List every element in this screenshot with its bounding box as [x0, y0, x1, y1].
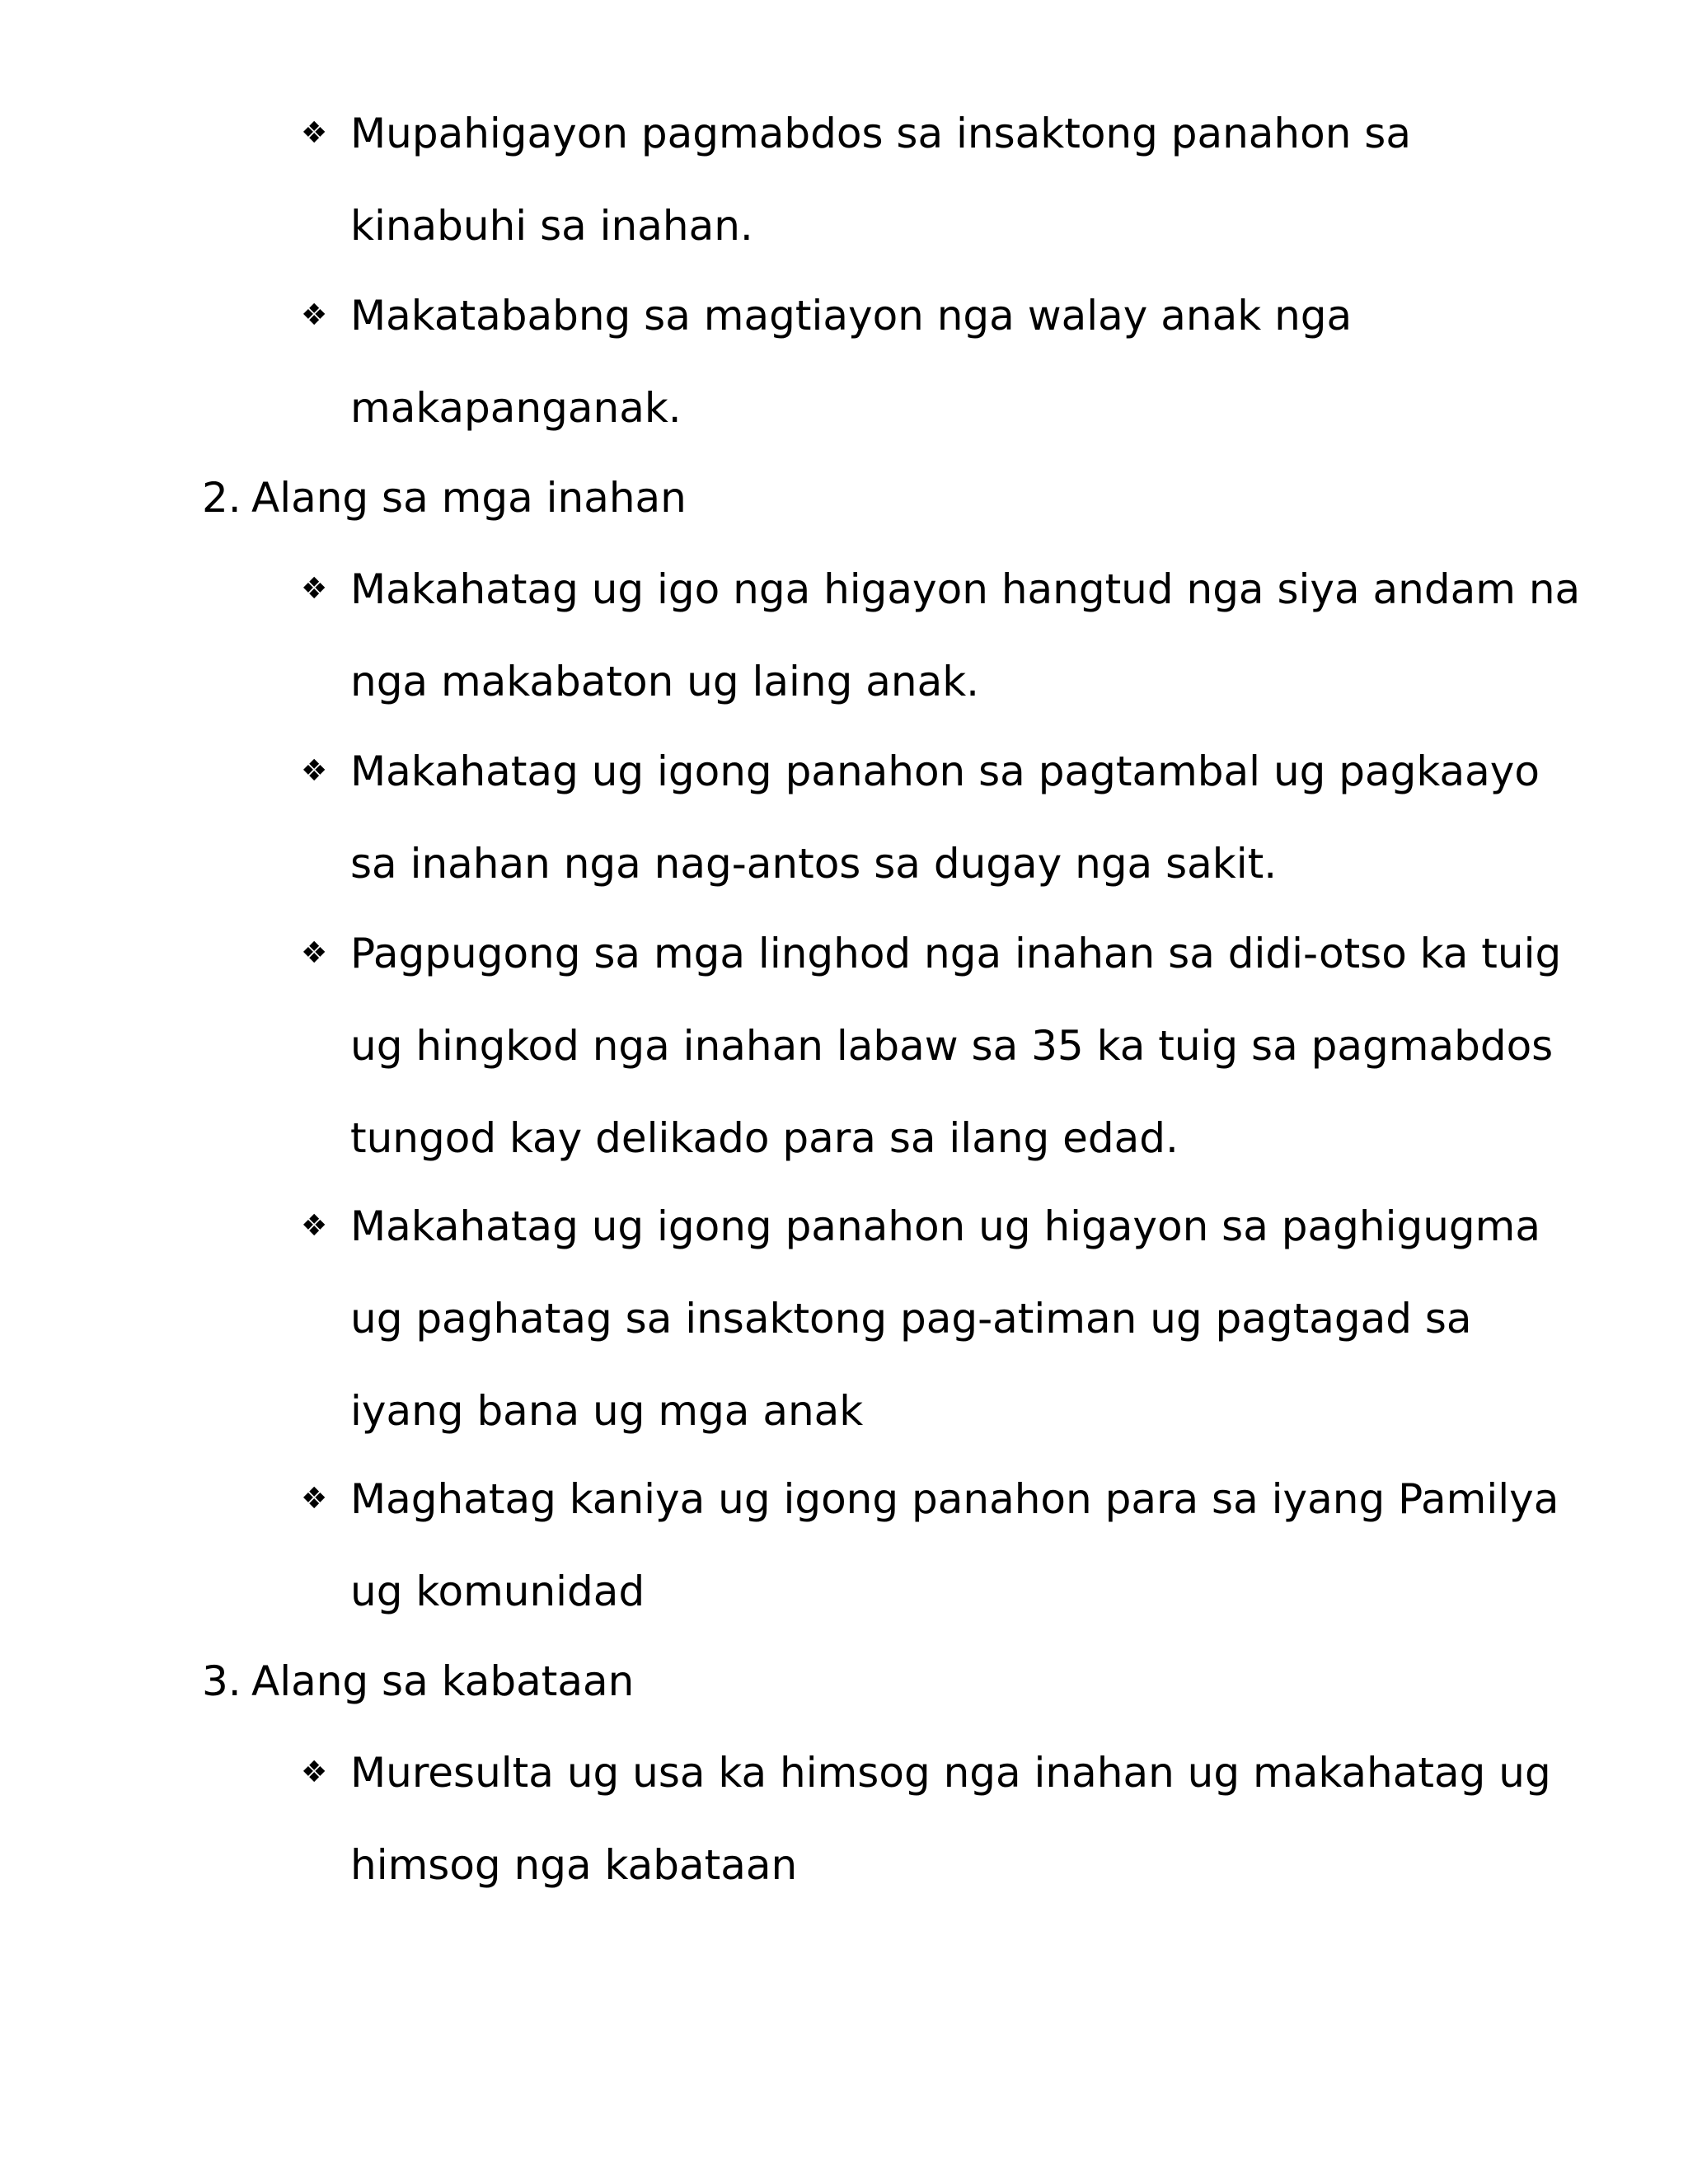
bullet-diamond-icon: ❖	[301, 754, 328, 788]
section-title: Alang sa mga inahan	[251, 474, 687, 522]
list-item	[301, 87, 1587, 272]
bullet-diamond-icon: ❖	[301, 936, 328, 970]
bullet-diamond-icon: ❖	[301, 1209, 328, 1243]
list-item-text: Makahatag ug igong panahon ug higayon sa paghigugma ug paghatag sa insaktong pag-atiman ug pagtagad sa iyang bana ug mga anak	[350, 1202, 1540, 1435]
list-item	[301, 1453, 1587, 1638]
list-item-text: Makahatag ug igo nga higayon hangtud nga siya andam na nga makabaton ug laing anak.	[350, 565, 1581, 705]
list-item-text: Mupahigayon pagmabdos sa insaktong panahon sa kinabuhi sa inahan.	[350, 110, 1411, 250]
bullet-diamond-icon: ❖	[301, 116, 328, 150]
list-item	[301, 907, 1587, 1184]
section-number: 3.	[202, 1657, 241, 1705]
bullet-diamond-icon: ❖	[301, 1755, 328, 1789]
section-heading-2	[202, 452, 687, 544]
list-item	[301, 543, 1587, 728]
section-title: Alang sa kabataan	[251, 1657, 635, 1705]
list-item-text: Maghatag kaniya ug igong panahon para sa iyang Pamilya ug komunidad	[350, 1475, 1559, 1615]
list-item	[301, 1727, 1587, 1911]
section-heading-3	[202, 1635, 634, 1727]
bullet-diamond-icon: ❖	[301, 572, 328, 606]
list-item-text: Makatababng sa magtiayon nga walay anak nga makapanganak.	[350, 292, 1353, 432]
bullet-diamond-icon: ❖	[301, 1482, 328, 1516]
list-item-text: Pagpugong sa mga linghod nga inahan sa didi-otso ka tuig ug hingkod nga inahan labaw sa 35 ka tuig sa pagmabdos tungod kay delikado para sa ilang edad.	[350, 930, 1562, 1162]
list-item	[301, 725, 1587, 910]
list-item	[301, 269, 1587, 454]
section-number: 2.	[202, 474, 241, 522]
list-item	[301, 1180, 1587, 1457]
bullet-diamond-icon: ❖	[301, 298, 328, 332]
list-item-text: Muresulta ug usa ka himsog nga inahan ug makahatag ug himsog nga kabataan	[350, 1749, 1551, 1889]
list-item-text: Makahatag ug igong panahon sa pagtambal ug pagkaayo sa inahan nga nag-antos sa dugay nga sakit.	[350, 748, 1540, 888]
